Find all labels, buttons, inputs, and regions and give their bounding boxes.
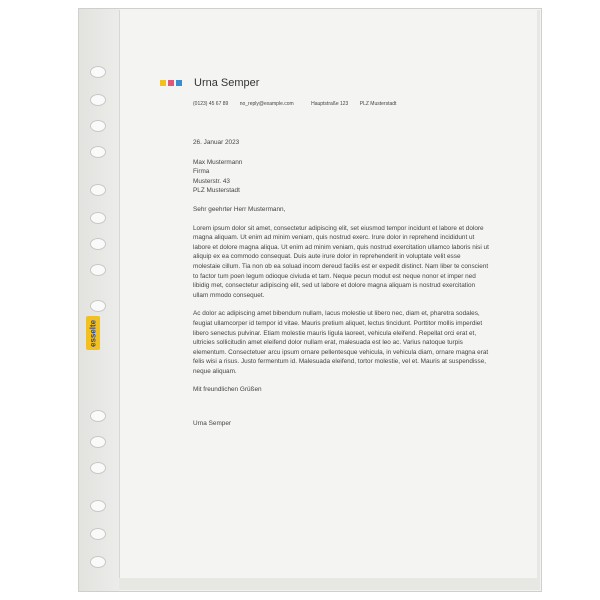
salutation: Sehr geehrter Herr Mustermann, [193,205,286,213]
punch-hole [90,184,106,196]
contact-city: PLZ Musterstadt [359,101,397,107]
contact-street: Hauptstraße 123 [311,101,349,107]
recipient-line: Musterstr. 43 [193,177,230,185]
punch-hole [90,410,106,422]
closing: Mit freundlichen Grüßen [193,386,262,394]
punch-hole [90,300,106,312]
punch-hole [90,146,106,158]
punch-hole [90,94,106,106]
punch-hole [90,238,106,250]
punch-hole [90,500,106,512]
paragraph-2: Ac dolor ac adipiscing amet bibendum nullam, lacus molestie ut libero nec, diam et, pharetra sodales, feugiat ullamcorper id tempor id vitae. Mauris pretium aliquet, lectus tincidunt. Porttitor mollis imperdiet libero senectus pulvinar. Etiam molestie mauris ligula laoreet, vehicula eleifend. Repellat orci erat et, ultricies sollicitudin amet eleifend dolor nullam erat, malesuada est leo ac. Varius natoque turpis elementum. Consectetuer arcu ipsum ornare pellentesque vehicula, in vehicula diam, ornare magna erat felis wisi a risus. Justo fermentum id. Malesuada eleifend, tortor molestie, vel et. Mauris at suspendisse, neque aliquam. [193,310,489,375]
logo-square-blue [176,80,182,86]
punch-hole [90,436,106,448]
signature: Urna Semper [193,420,232,428]
paragraph-1: Lorem ipsum dolor sit amet, consectetur adipiscing elit, set eiusmod tempor incidunt et labore et dolore magna aliquam. Ut enim ad minim veniam, quis nostrud exerc. Irure dolor in reprehend incididunt ut labore et dolore magna aliqua. Ut enim ad minim veniam, quis nostrud exercitation ullamco laboris nisi ut aliquip ex ea commodo consequat. Duis aute irure dolor in reprehenderit in voluptate velit esse molestaie cillum. Tia non ob ea soluad incom dereud facilis est er expedit distinct. Nam liber te conscient to factor tum poen legum odioque civiuda et tam. Neque pecun modut est neque nonor et imper ned libidig met, consectetur adipiscing elit, sed ut labore et dolore magna aliquam is nostrud exercitation ullam mmodo consequet. [193,224,489,299]
punch-hole [90,528,106,540]
punch-hole [90,462,106,474]
recipient-line: PLZ Musterstadt [193,187,240,195]
letter-date: 26. Januar 2023 [193,139,240,146]
recipient-address [193,158,489,196]
punch-hole [90,212,106,224]
contact-email: no_reply@example.com [239,101,294,107]
recipient-line: Firma [193,168,210,176]
punch-hole [90,556,106,568]
company-logo [160,80,182,86]
punch-hole [90,264,106,276]
brand-label: esselte [86,316,100,350]
recipient-line: Max Mustermann [193,158,243,166]
punch-hole [90,66,106,78]
contact-line [193,101,406,107]
logo-square-yellow [160,80,166,86]
sender-name: Urna Semper [194,77,260,89]
logo-square-pink [168,80,174,86]
letter-sheet [119,10,537,578]
letter-body [193,138,489,429]
punch-hole [90,120,106,132]
contact-phone: (0123) 45 67 89 [193,101,229,107]
